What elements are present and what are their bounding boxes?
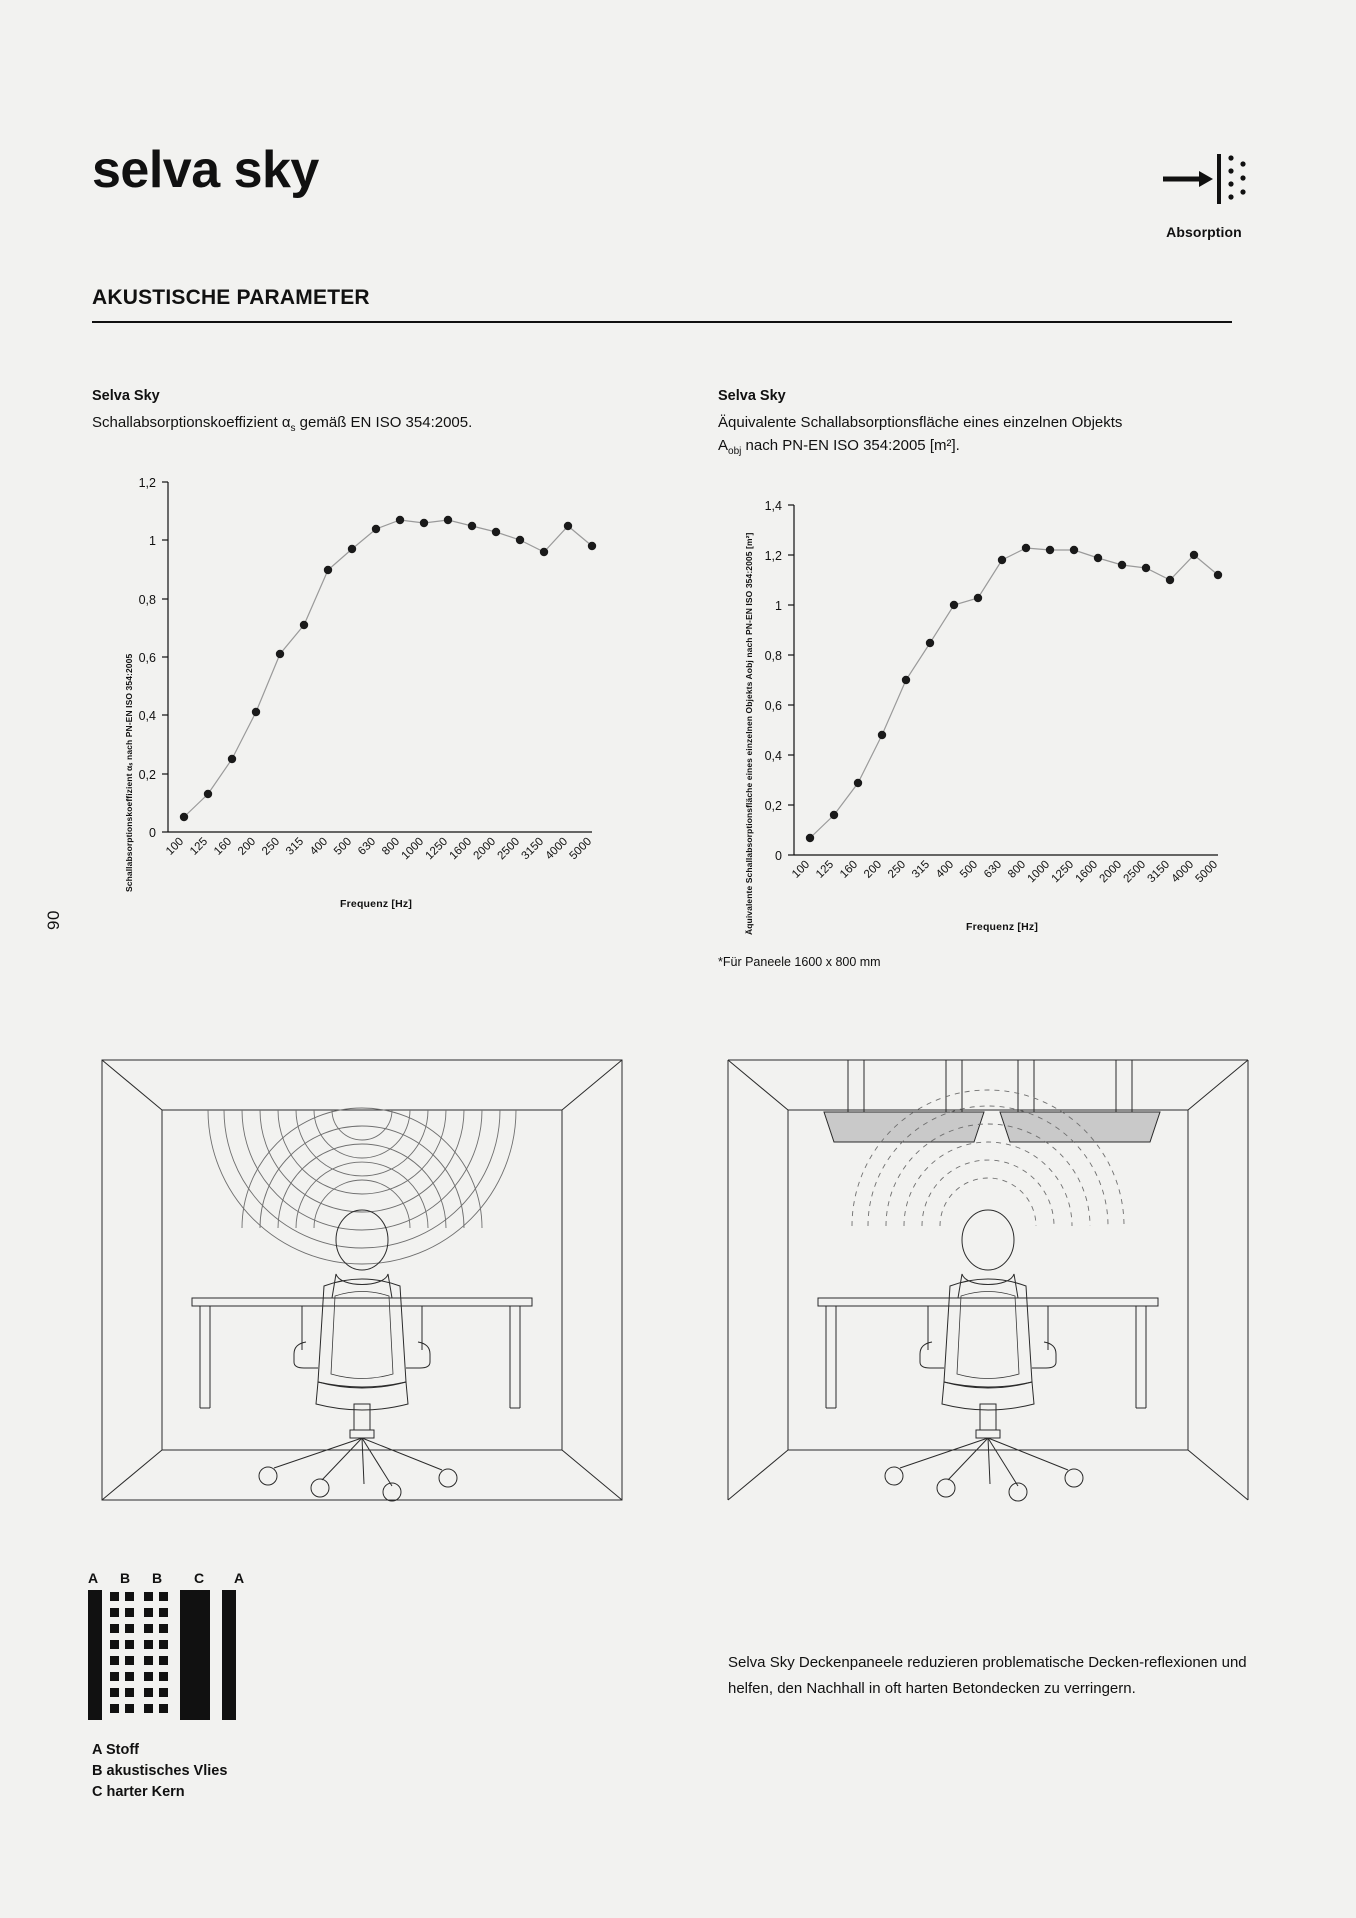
svg-text:1000: 1000 [1025, 858, 1053, 885]
svg-text:630: 630 [356, 835, 379, 858]
chart-right-desc-a: A [718, 436, 729, 454]
layer-letter-1: B [120, 1570, 131, 1586]
svg-text:2000: 2000 [471, 835, 499, 863]
chart-right-plot [718, 485, 1258, 985]
svg-text:315: 315 [910, 858, 933, 881]
chart-left-svg [92, 462, 632, 932]
chart-left-desc-part2: gemäß EN ISO 354:2005. [295, 414, 473, 431]
svg-text:5000: 5000 [567, 835, 595, 863]
svg-text:3150: 3150 [1145, 858, 1173, 885]
svg-text:630: 630 [982, 858, 1005, 881]
layer-key [92, 1740, 227, 1803]
svg-text:1250: 1250 [423, 835, 451, 863]
svg-text:125: 125 [188, 835, 211, 858]
page-title: selva sky [92, 141, 319, 199]
svg-text:400: 400 [934, 858, 957, 881]
svg-text:100: 100 [790, 858, 813, 881]
svg-text:0,4: 0,4 [764, 748, 782, 763]
svg-text:800: 800 [1006, 858, 1029, 881]
svg-text:160: 160 [838, 858, 861, 881]
absorption-label: Absorption [1166, 224, 1242, 240]
svg-text:4000: 4000 [1169, 858, 1197, 885]
layer-key-a: A Stoff [92, 1742, 139, 1758]
svg-text:0: 0 [775, 848, 782, 863]
chart-left-desc-part1: Schallabsorptionskoeffizient α [92, 414, 291, 431]
arrow-absorption-icon [1144, 148, 1264, 210]
chart-right-x-axis-title: Frequenz [Hz] [966, 920, 1039, 933]
svg-text:125: 125 [814, 858, 837, 881]
section-heading: AKUSTISCHE PARAMETER [92, 286, 370, 309]
svg-text:0,2: 0,2 [764, 798, 782, 813]
svg-text:500: 500 [958, 858, 981, 881]
chart-left-x-axis-title: Frequenz [Hz] [340, 898, 413, 910]
chart-right-svg [718, 485, 1258, 955]
svg-text:2500: 2500 [1121, 858, 1149, 885]
chart-left-description [92, 412, 632, 436]
chart-block-absorption-coefficient [92, 388, 632, 962]
illustration-room-panels [718, 1050, 1258, 1515]
svg-text:1250: 1250 [1049, 858, 1077, 885]
svg-text:3150: 3150 [519, 835, 547, 863]
svg-text:1: 1 [149, 534, 156, 548]
layer-key-c: C harter Kern [92, 1784, 185, 1801]
svg-text:800: 800 [380, 835, 403, 858]
chart-left-y-axis-title: Schallabsorptionskoeffizient αₛ nach PN-EN ISO 354:2005 [124, 653, 134, 892]
chart-right-desc-line1: Äquivalente Schallabsorptionsfläche eines einzelnen Objekts [718, 414, 1123, 431]
svg-text:500: 500 [332, 835, 355, 858]
layer-letter-2: B [152, 1570, 163, 1586]
svg-text:1,2: 1,2 [138, 476, 156, 490]
chart-left-plot [92, 462, 632, 962]
chart-right-footnote: *Für Paneele 1600 x 800 mm [718, 954, 881, 969]
svg-text:1000: 1000 [399, 835, 427, 863]
svg-text:400: 400 [308, 835, 331, 858]
svg-text:0,6: 0,6 [764, 698, 782, 713]
svg-text:250: 250 [260, 835, 283, 858]
chart-left-heading: Selva Sky [92, 388, 160, 404]
layer-stack-graphic [88, 1590, 268, 1720]
layer-letter-3: C [194, 1570, 205, 1586]
svg-text:4000: 4000 [543, 835, 571, 863]
chart-block-equivalent-area [718, 388, 1258, 985]
svg-text:0,4: 0,4 [138, 709, 156, 723]
layer-letters [88, 1570, 288, 1590]
svg-text:160: 160 [212, 835, 235, 858]
svg-text:200: 200 [236, 835, 259, 858]
body-copy: Selva Sky Deckenpaneele reduzieren problematische Decken-reflexionen und helfen, den Nachhall in oft harten Betondecken zu verringern. [728, 1654, 1247, 1698]
chart-left-desc-sub: s [290, 423, 296, 434]
svg-text:1,4: 1,4 [764, 498, 782, 513]
section-divider [92, 321, 1232, 323]
chart-right-description [718, 412, 1258, 459]
page-number: 90 [44, 910, 63, 930]
chart-right-heading: Selva Sky [718, 388, 786, 404]
chart-right-desc-b: nach PN-EN ISO 354:2005 [m²]. [741, 436, 960, 454]
svg-text:5000: 5000 [1193, 858, 1221, 885]
svg-text:0,8: 0,8 [764, 648, 782, 663]
chart-right-desc-sub: obj [728, 445, 742, 457]
svg-text:0: 0 [149, 826, 156, 840]
layer-letter-4: A [234, 1570, 245, 1586]
svg-text:1: 1 [775, 598, 782, 613]
layer-letter-0: A [88, 1570, 99, 1586]
layer-diagram [88, 1570, 288, 1725]
svg-text:0,6: 0,6 [138, 651, 156, 665]
illustration-room-reflections [92, 1050, 632, 1515]
svg-text:1600: 1600 [1073, 858, 1101, 885]
svg-text:2500: 2500 [495, 835, 523, 863]
svg-text:2000: 2000 [1097, 858, 1125, 885]
chart-right-y-axis-title: Äquivalente Schallabsorptionsfläche eines einzelnen Objekts Aobj nach PN-EN ISO 354:2005 [m²] [744, 532, 754, 935]
svg-text:1,2: 1,2 [764, 548, 782, 563]
svg-text:100: 100 [164, 835, 187, 858]
svg-text:1600: 1600 [447, 835, 475, 863]
svg-text:315: 315 [284, 835, 307, 858]
absorption-mark [1144, 148, 1264, 240]
svg-text:200: 200 [862, 858, 885, 881]
svg-text:250: 250 [886, 858, 909, 881]
svg-text:0,8: 0,8 [138, 593, 156, 607]
svg-text:0,2: 0,2 [138, 768, 156, 782]
layer-key-b: B akustisches Vlies [92, 1763, 228, 1780]
